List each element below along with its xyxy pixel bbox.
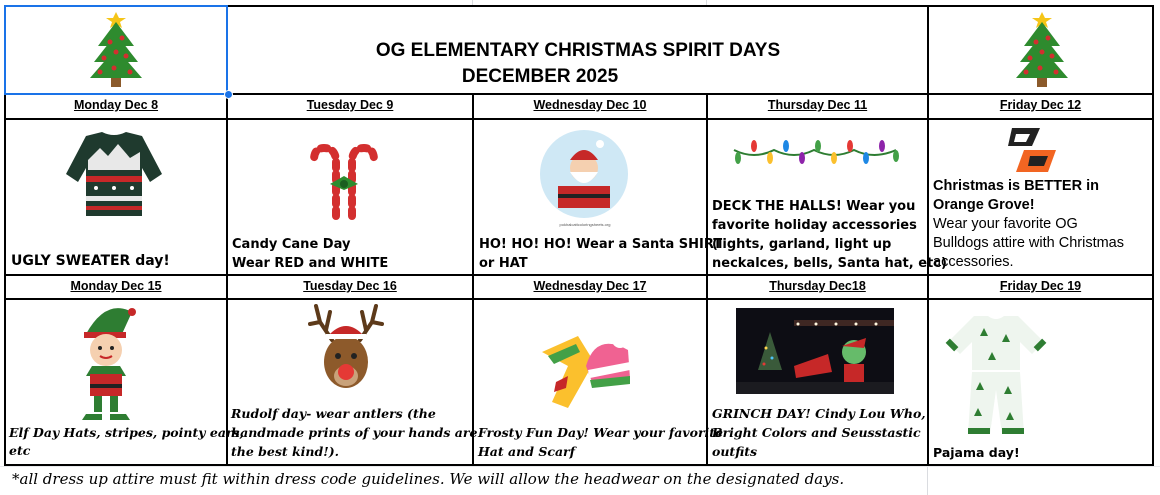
candy-cane-image bbox=[306, 140, 382, 220]
cell-text-tue-dec-9-line2: Wear RED and WHITE bbox=[232, 256, 389, 271]
cell-text-thu-dec-18-line2: Bright Colors and Seusstastic bbox=[712, 425, 921, 440]
cell-text-tue-dec-9-line1: Candy Cane Day bbox=[232, 237, 351, 252]
cell-text-thu-dec-18-line1: GRINCH DAY! Cindy Lou Who, bbox=[712, 406, 926, 421]
page-subtitle: DECEMBER 2025 bbox=[461, 66, 619, 87]
cell-text-wed-dec-17-line2: Hat and Scarf bbox=[478, 444, 576, 459]
cell-text-fri-dec-12-line3: Wear your favorite OG bbox=[933, 216, 1078, 232]
cell-text-fri-dec-12-line2: Orange Grove! bbox=[933, 197, 1035, 213]
cell-text-fri-dec-12-line5: accessories. bbox=[933, 254, 1014, 270]
cell-text-wed-dec-10-line2: or HAT bbox=[479, 256, 528, 271]
cell-text-mon-dec-15-line1: Elf Day Hats, stripes, pointy ears, bbox=[9, 425, 244, 440]
grinch-scene-image bbox=[736, 308, 894, 394]
christmas-tree-icon-right bbox=[1010, 8, 1074, 90]
day-header-mon-dec-15: Monday Dec 15 bbox=[70, 279, 162, 293]
cell-text-fri-dec-12-line1: Christmas is BETTER in bbox=[933, 178, 1099, 194]
elf-image bbox=[72, 304, 140, 422]
footer-note: *all dress up attire must fit within dress code guidelines. We will allow the headwear on the designated days. bbox=[12, 470, 845, 488]
cell-text-thu-dec-11-line1: DECK THE HALLS! Wear you bbox=[712, 199, 916, 214]
day-header-fri-dec-19: Friday Dec 19 bbox=[999, 279, 1082, 293]
page-title: OG ELEMENTARY CHRISTMAS SPIRIT DAYS bbox=[375, 40, 781, 61]
day-header-tue-dec-16: Tuesday Dec 16 bbox=[303, 279, 397, 293]
image-credit: pokhalcattcoloringsheets.org bbox=[559, 222, 611, 227]
cell-text-tue-dec-16-line3: the best kind!). bbox=[231, 444, 340, 459]
cell-text-thu-dec-18-line3: outfits bbox=[712, 444, 758, 459]
og-logo-image bbox=[1002, 124, 1060, 176]
day-header-thu-dec-11: Thursday Dec 11 bbox=[767, 98, 868, 112]
reindeer-image bbox=[302, 300, 390, 400]
cell-text-tue-dec-16-line1: Rudolf day- wear antlers (the bbox=[231, 406, 436, 421]
santa-image bbox=[536, 130, 632, 220]
cell-text-thu-dec-11-line3: (lights, garland, light up bbox=[712, 237, 892, 252]
day-header-wed-dec-10: Wednesday Dec 10 bbox=[533, 98, 647, 112]
hat-and-scarf-image bbox=[538, 322, 634, 410]
cell-text-wed-dec-17-line1: Frosty Fun Day! Wear your favorite bbox=[478, 425, 724, 440]
cell-text-thu-dec-11-line4: neckalces, bells, Santa hat, etc) bbox=[712, 256, 947, 271]
cell-text-thu-dec-11-line2: favorite holiday accessories bbox=[712, 218, 917, 233]
day-header-wed-dec-17: Wednesday Dec 17 bbox=[533, 279, 647, 293]
cell-text-mon-dec-15-line2: etc bbox=[9, 443, 31, 458]
pajamas-image bbox=[944, 312, 1048, 438]
christmas-lights-image bbox=[730, 132, 900, 172]
cell-text-wed-dec-10-line1: HO! HO! HO! Wear a Santa SHIRT bbox=[479, 237, 723, 252]
christmas-tree-icon-left bbox=[84, 8, 148, 90]
day-header-fri-dec-12: Friday Dec 12 bbox=[999, 98, 1082, 112]
day-header-thu-dec-18: Thursday Dec18 bbox=[769, 279, 866, 293]
cell-text-fri-dec-12-line4: Bulldogs attire with Christmas bbox=[933, 235, 1124, 251]
day-header-mon-dec-8: Monday Dec 8 bbox=[73, 98, 159, 112]
day-header-tue-dec-9: Tuesday Dec 9 bbox=[306, 98, 394, 112]
ugly-sweater-image bbox=[64, 130, 164, 218]
cell-text-fri-dec-19: Pajama day! bbox=[933, 445, 1020, 460]
cell-text-tue-dec-16-line2: handmade prints of your hands are bbox=[231, 425, 478, 440]
cell-text-mon-dec-8: UGLY SWEATER day! bbox=[11, 253, 170, 269]
